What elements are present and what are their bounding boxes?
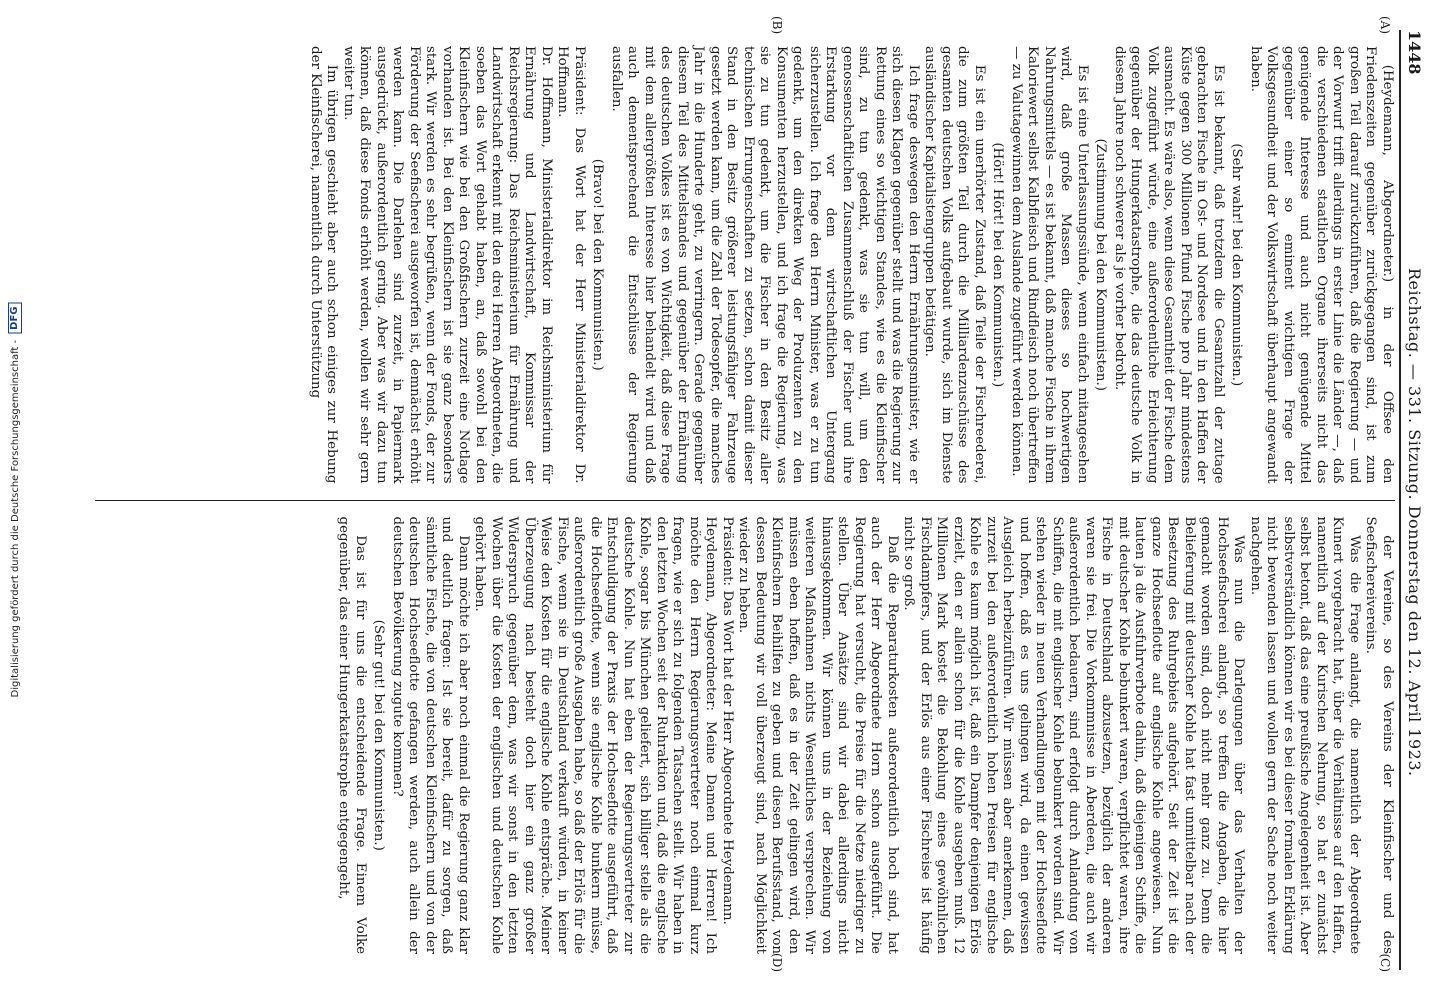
paragraph: Präsident: Das Wort hat der Herr Abgeordnete Heydemann. bbox=[720, 516, 735, 925]
paragraph: Es ist ein unerhörter Zustand, daß Teile der Fischreederei, die zum größten Teil durch die Milliardenzuschüsse des gesamten deutschen Volks aufgebaut wurde, sich im Dienste ausländischer Kapitalistengruppen betätigen. bbox=[922, 46, 987, 484]
paragraph: Dann möchte ich aber noch einmal die Regierung ganz klar und deutlich fragen: Ist sie bereit, dafür zu sorgen, daß sämtliche Fische, die von deutschen Kleinfischern und von der deutschen Hochseeflotte gefangen werden, auch allein der deutschen Bevölkerung zugute kommen? bbox=[390, 516, 471, 954]
page-header bbox=[1399, 30, 1424, 970]
newspaper-page bbox=[42, 0, 1434, 1000]
funding-footer-text-wrap bbox=[8, 303, 22, 698]
margin-mark-c: (C) bbox=[1378, 953, 1392, 972]
right-column bbox=[95, 500, 1395, 971]
paragraph: Daß die Reparaturkosten außerordentlich hoch sind, hat auch der Herr Abgeordnete Horn schon ausgeführt. Die Regierung hat versucht, die Preise für die Netze niedriger zu stellen. Über Ansätze sind wir dabei allerdings nicht hinausgekommen. Wir können uns in der Beziehung von weiteren Maßnahmen nichts Wesentliches versprechen. Wir müssen eben hoffen, daß es in der Zeit gelingen wird, den Kleinfischern Beihilfen zu geben und diesen Berufsstand, von dessen Bedeutung wir voll überzeugt sind, nach Möglichkeit wieder zu heben. bbox=[736, 516, 900, 954]
paragraph: Was die Frage anlangt, die namentlich der Abgeordnete Kunert vorgebracht hat, über die Verhältnisse auf den Haffen, namentlich auf der Kurischen Nehrung, so hat er zunächst selbst betont, daß das eine preußische Angelegenheit ist. Aber selbstverständlich können wir es bei dieser formalen Erklärung nicht bewenden lassen und wollen gern der Sache noch weiter nachgehen. bbox=[1248, 516, 1362, 954]
paragraph: Es ist eine Unterlassungssünde, wenn einfach mitangesehen wird, daß große Massen dieses so hochwertigen Nahrungsmittels — es ist bekannt, daß manche Fische in ihrem Kaloriewert selbst Kalbfleisch und Rindfleisch noch übertreffen — zu Valutagewinnen dem Auslande zugeführt werden können. bbox=[1009, 46, 1090, 484]
page-number: 1448 bbox=[1405, 30, 1424, 75]
funding-note: Digitalisierung gefördert durch die Deutsche Forschungsgemeinschaft - bbox=[9, 339, 21, 698]
paragraph: Das ist für uns die entscheidende Frage. Einem Volke gegenüber, das einer Hungerkatastrophe entgegengeht, bbox=[336, 516, 368, 954]
paragraph: Im übrigen geschieht aber auch schon einiges zur Hebung der Kleinfischerei, namentlich durch Unterstützung bbox=[308, 46, 340, 484]
paragraph: Ich frage deswegen den Herrn Ernährungsminister, wie er sich diesen Klagen gegenüber stellt und was die Regierung zur Rettung eines so wichtigen Standes, wie es die Kleinfischer sind, zu tun gedenkt, was sie tun will, um den genossenschaftlichen Zusammenschluß der Fischer und ihre Erstarkung vor dem wirtschaftlichen Untergang sicherzustellen. Ich frage den Herrn Minister, was er zu tun gedenkt, um den direkten Weg der Produzenten zu den Konsumenten herzustellen, und ich frage die Regierung, was sie zu tun gedenkt, um die Fischer in den Besitz aller technischen Errungenschaften zu setzen, schon damit dieser Stand in den Besitz größerer leistungsfähiger Fahrzeuge gesetzt werden kann, um die Zahl der Todesopfer, die manches Jahr in die Hunderte geht, zu verringern. Gerade gegenüber diesem Teil des Mittelstandes und gegenüber der Ernährung des deutschen Volkes ist es von Wichtigkeit, daß diese Frage mit dem allergrößten Interesse hier behandelt wird und daß auch dementsprechend die Entschlüsse der Regierung ausfallen. bbox=[609, 46, 921, 484]
margin-mark-b: (B) bbox=[770, 16, 784, 35]
paragraph: der Vereine, so des Vereins der Kleinfischer und des Seefischereivereins. bbox=[1363, 516, 1395, 954]
margin-mark-a: (A) bbox=[1378, 16, 1392, 35]
paragraph: (Bravo! bei den Kommunisten.) bbox=[590, 158, 606, 371]
funding-footer bbox=[0, 0, 30, 1000]
scanned-page-frame bbox=[42, 0, 1434, 1000]
paragraph: Was nun die Darlegungen über das Verhalten der Hochseefischerei anlangt, so treffen die Angaben, die hier gemacht worden sind, doch nicht mehr ganz zu. Denn die Belieferung mit deutscher Kohle hat fast unmittelbar nach der Besetzung des Ruhrgebiets aufgehört. Seit der Zeit ist die ganze Hochseeflotte auf englische Kohle angewiesen. Nun lauten ja die Ausfuhrverbote dahin, daß diejenigen Schiffe, die mit deutscher Kohle bebunkert waren, verpflichtet waren, ihre Fische in Deutschland abzusetzen, bezüglich der anderen waren sie frei. Die Vorkommnisse in Aberdeen, die auch wir außerordentlich bedauern, sind erfolgt durch Anlandung von Schiffen, die mit englischer Kohle bebunkert worden sind. Wir stehen wieder in neuen Verhandlungen mit der Hochseeflotte und hoffen, daß es uns gelingen wird, da einen gewissen Ausgleich herbeizuführen. Wir müssen aber anerkennen, daß zurzeit bei den außerordentlich hohen Preisen für englische Kohle es kaum möglich ist, daß ein Dampfer denjenigen Erlös erzielt, den er allein schon für die Kohle ausgeben muß. 12 Millionen Mark kostet die Bekohlung eines gewöhnlichen Fischdampfers, und der Erlös aus einer Fischreise ist häufig nicht so groß. bbox=[901, 516, 1247, 954]
paragraph: Präsident: Das Wort hat der Herr Ministerialdirektor Dr. Hoffmann. bbox=[555, 46, 587, 484]
paragraph: (Hört! Hört! bei den Kommunisten.) bbox=[990, 142, 1006, 388]
dfg-logo: DFG bbox=[8, 303, 22, 334]
text-columns bbox=[95, 16, 1395, 972]
paragraph: Dr. Hoffmann, Ministerialdirektor im Reichsministerium für Ernährung und Landwirtschaft, Kommissar der Reichsregierung: Das Reichsministerium für Ernährung und Landwirtschaft erkennt mit den drei Herren Abgeordneten, die soeben das Wort gehabt haben, an, daß sowohl bei den Kleinfischern wie bei den Großfischern zurzeit eine Notlage vorhanden ist. Bei den Kleinfischern ist sie ganz besonders stark. Wir werden es sehr begrüßen, wenn der Fonds, der zur Förderung der Seefischerei ausgeworfen ist, demnächst erhöht werden kann. Die Darlehen sind zurzeit, in Papiermark ausgedrückt, außerordentlich gering. Aber was wir dazu tun können, daß diese Fonds erhöht werden, wollen wir sehr gern weiter tun. bbox=[341, 46, 554, 484]
session-heading: Reichstag. — 331. Sitzung. Donnerstag den 12. April 1923. bbox=[1405, 267, 1424, 777]
left-column bbox=[95, 16, 1395, 500]
paragraph: (Heydemann, Abgeordneter.) in der Offsee den Friedenszeiten gegenüber zurückgegangen sind, ist zum großen Teil darauf zurückzuführen, daß die Regierung — und der Vorwurf trifft allerdings in erster Linie die Länder —, daß die verschiedenen staatlichen Organe ihrerseits nicht das genügende Interesse und auch nicht genügende Mittel gegenüber einer so eminent wichtigen Frage der Volksgesundheit und der Volkswirtschaft überhaupt angewandt haben. bbox=[1248, 46, 1395, 484]
margin-mark-d: (D) bbox=[770, 953, 784, 972]
paragraph: Heydemann, Abgeordneter: Meine Damen und Herren! Ich möchte den Herrn Regierungsvertreter noch einmal kurz fragen, wie er sich zu folgenden Tatsachen stellt. Wir haben in den letzten Wochen seit der Ruhraktion und, daß die englische Kohle, sogar bis München geliefert, sich billiger stelle als die deutsche Kohle. Nun hat eben der Regierungsvertreter zur Entschuldigung der Praxis der Hochseeflotte ausgeführt, daß die Hochseeflotte, wenn sie englische Kohle bunkern müsse, außerordentlich große Ausgaben habe, so daß der Erlös für die Fische, wenn sie in Deutschland verkauft würden, in keiner Weise den Kosten für die englische Kohle entspräche. Meiner Überzeugung nach besteht doch hier ein ganz großer Widerspruch gegenüber dem, was wir sonst in den letzten Wochen über die Kosten der englischen und deutschen Kohle gehört haben. bbox=[472, 516, 719, 954]
paragraph: (Sehr wahr! bei den Kommunisten.) bbox=[1229, 143, 1245, 387]
paragraph: (Zustimmung bei den Kommunisten.) bbox=[1093, 138, 1109, 391]
paragraph: (Sehr gut! bei den Kommunisten.) bbox=[371, 619, 387, 851]
paragraph: Es ist bekannt, daß trotzdem die Gesamtzahl der zutage gebrachten Fische in Ost- und Nordsee und in den Haffen der Küste gegen 300 Millionen Pfund Fische pro Jahr mindestens ausmacht. Es wäre also, wenn diese Gesamtheit der Fische dem Volk zugeführt würde, eine außerordentliche Erleichterung gegenüber der Hungerkatastrophe, die das deutsche Volk in diesem Jahre noch schwerer als je vorher bedroht. bbox=[1112, 46, 1226, 484]
